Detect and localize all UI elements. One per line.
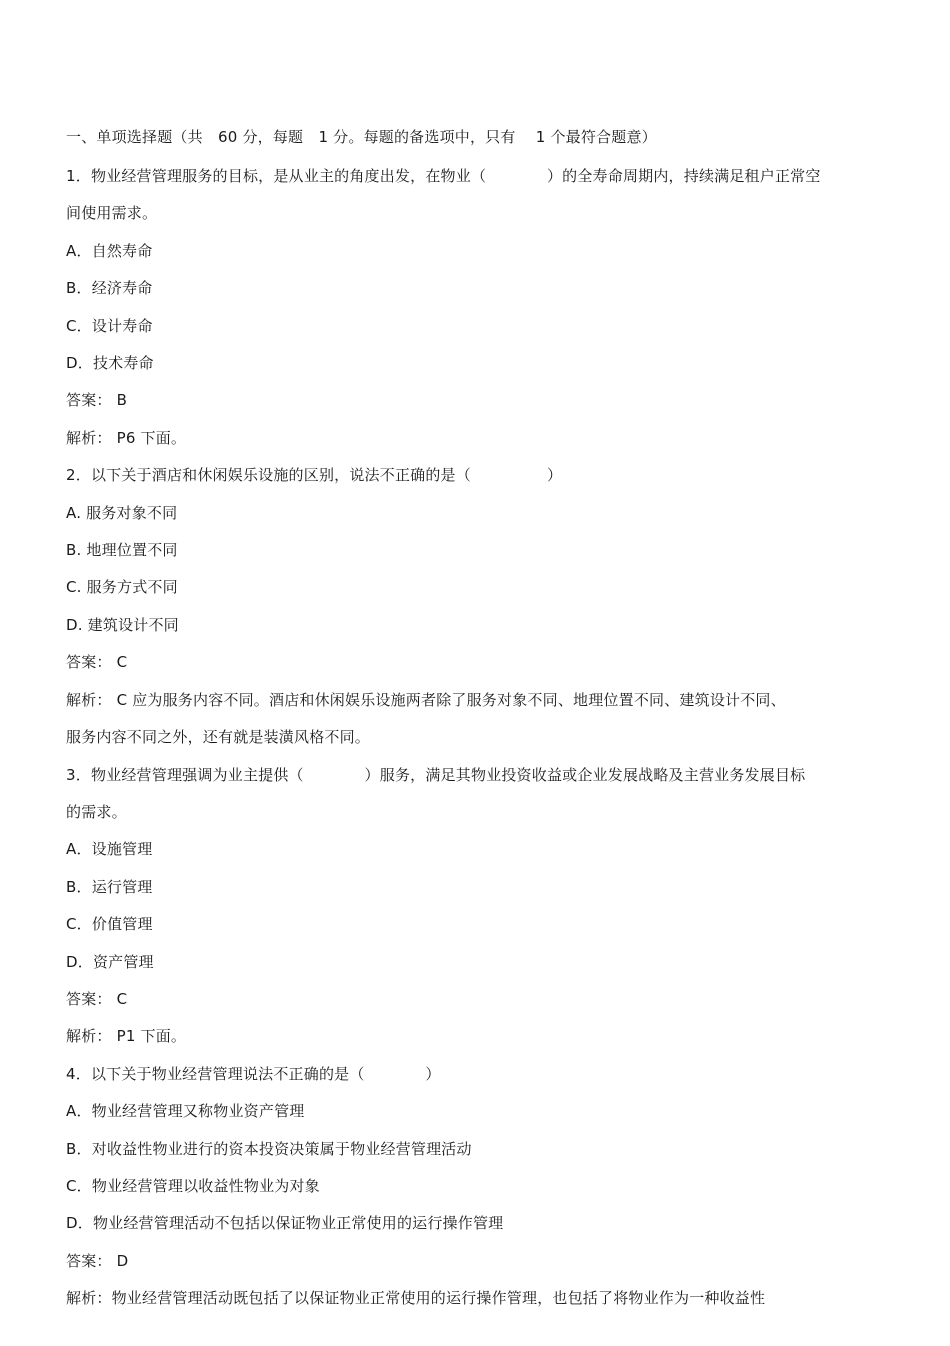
- section-header: 一、单项选择题（共 60 分，每题 1 分。每题的备选项中，只有 1 个最符合题意）: [66, 128, 657, 146]
- q3-analysis: 解析： P1 下面。: [66, 1027, 187, 1045]
- q2-option-c: C. 服务方式不同: [66, 578, 178, 596]
- q4-option-d: D．物业经营管理活动不包括以保证物业正常使用的运行操作管理: [66, 1214, 504, 1232]
- q2-stem-line1: 2．以下关于酒店和休闲娱乐设施的区别，说法不正确的是（ ）: [66, 466, 563, 484]
- q3-stem-line1: 3．物业经营管理强调为业主提供（ ）服务，满足其物业投资收益或企业发展战略及主营业务发展目标: [66, 766, 806, 784]
- q3-option-a: A．设施管理: [66, 840, 153, 858]
- q1-stem-line1: 1．物业经营管理服务的目标，是从业主的角度出发，在物业（ ）的全寿命周期内，持续满足租户正常空: [66, 167, 821, 185]
- q3-option-c: C．价值管理: [66, 915, 153, 933]
- q4-option-b: B．对收益性物业进行的资本投资决策属于物业经营管理活动: [66, 1140, 472, 1158]
- q1-answer: 答案： B: [66, 391, 128, 409]
- q1-stem-line2: 间使用需求。: [66, 204, 158, 222]
- q1-analysis: 解析： P6 下面。: [66, 429, 187, 447]
- q4-analysis-line1: 解析：物业经营管理活动既包括了以保证物业正常使用的运行操作管理，也包括了将物业作为一种收益性: [66, 1289, 766, 1307]
- q1-option-d: D．技术寿命: [66, 354, 154, 372]
- q1-option-a: A．自然寿命: [66, 242, 153, 260]
- q4-stem-line1: 4．以下关于物业经营管理说法不正确的是（ ）: [66, 1065, 441, 1083]
- q4-answer: 答案： D: [66, 1252, 129, 1270]
- q4-option-c: C．物业经营管理以收益性物业为对象: [66, 1177, 320, 1195]
- q3-answer: 答案： C: [66, 990, 128, 1008]
- q1-option-b: B．经济寿命: [66, 279, 153, 297]
- q3-option-b: B．运行管理: [66, 878, 153, 896]
- q2-analysis-line1: 解析： C 应为服务内容不同。酒店和休闲娱乐设施两者除了服务对象不同、地理位置不同、建筑设计不同、: [66, 691, 786, 709]
- q2-answer: 答案： C: [66, 653, 128, 671]
- q2-analysis-line2: 服务内容不同之外，还有就是装潢风格不同。: [66, 728, 371, 746]
- q1-option-c: C．设计寿命: [66, 317, 153, 335]
- q2-option-b: B. 地理位置不同: [66, 541, 178, 559]
- q2-option-a: A. 服务对象不同: [66, 504, 178, 522]
- q2-option-d: D. 建筑设计不同: [66, 616, 179, 634]
- q3-stem-line2: 的需求。: [66, 803, 127, 821]
- q4-option-a: A．物业经营管理又称物业资产管理: [66, 1102, 305, 1120]
- q3-option-d: D．资产管理: [66, 953, 154, 971]
